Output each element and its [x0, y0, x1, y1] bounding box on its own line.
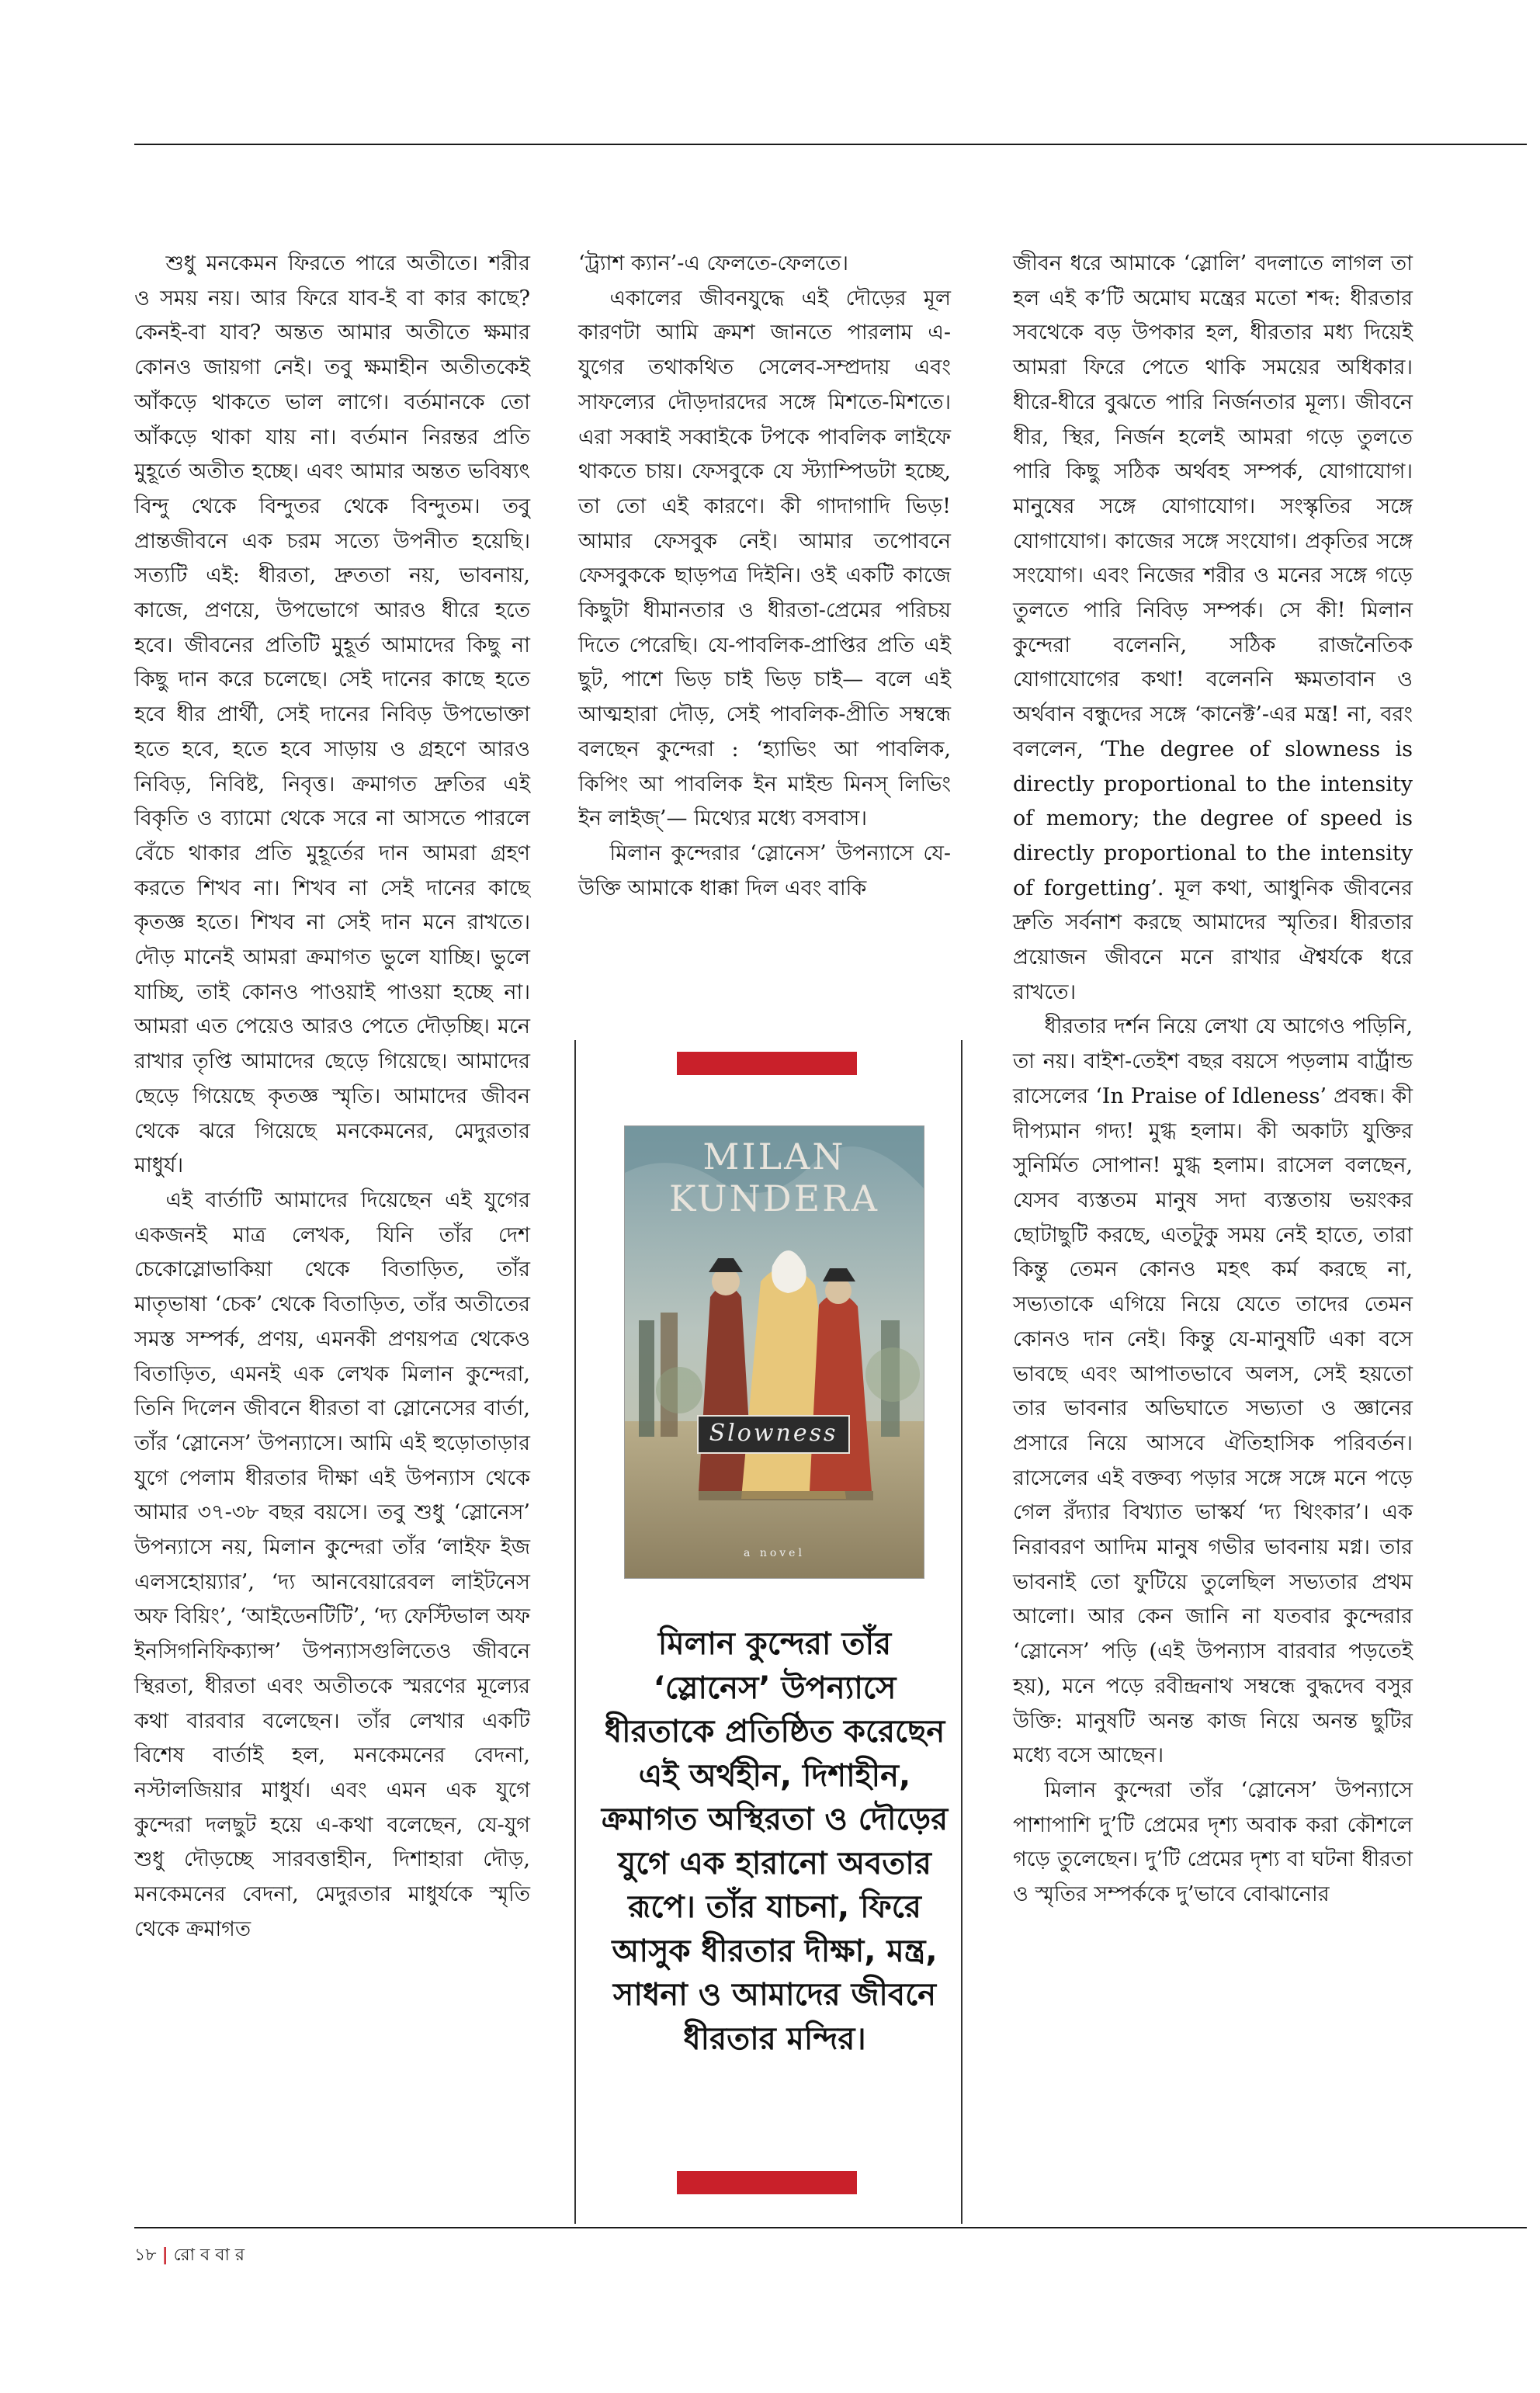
paragraph: শুধু মনকেমন ফিরতে পারে অতীতে। শরীর ও সময় নয়। আর ফিরে যাব-ই বা কার কাছে? কেনই-বা যাব? অন্তত আমার অতীতে ক্ষমার কোনও জায়গা নেই। তবু ক্ষমাহীন অতীতকেই আঁকড়ে থাকতে ভাল লাগে। বর্তমানকে তো আঁকড়ে থাকা যায় না। বর্তমান নিরন্তর প্রতি মুহূর্তে অতীত হচ্ছে। এবং আমার অন্তত ভবিষ্যৎ বিন্দু থেকে বিন্দুতর থেকে বিন্দুতম। তবু প্রান্তজীবনে এক চরম সত্যে উপনীত হয়েছি। সত্যটি এই: ধীরতা, দ্রুততা নয়, ভাবনায়, কাজে, প্রণয়ে, উপভোগে আরও ধীরে হতে হবে। জীবনের প্রতিটি মুহূর্ত আমাদের কিছু না কিছু দান করে চলেছে। সেই দানের কাছে হতে হবে ধীর প্রার্থী, সেই দানের নিবিড় উপভোক্তা হতে হবে, হতে হবে সাড়ায় ও গ্রহণে আরও নিবিড়, নিবিষ্ট, নিবৃত্ত। ক্রমাগত দ্রুতির এই বিকৃতি ও ব্যামো থেকে সরে না আসতে পারলে বেঁচে থাকার প্রতি মুহূর্তের দান আমরা গ্রহণ করতে শিখব না। শিখব না সেই দানের কাছে কৃতজ্ঞ হতে। শিখব না সেই দান মনে রাখতে। দৌড় মানেই আমরা ক্রমাগত ভুলে যাচ্ছি। ভুলে যাচ্ছি, তাই কোনও পাওয়াই পাওয়া হচ্ছে না। আমরা এত পেয়েও আরও পেতে দৌড়চ্ছি। মনে রাখার তৃপ্তি আমাদের ছেড়ে গিয়েছে। আমাদের ছেড়ে গিয়েছে কৃতজ্ঞ স্মৃতি। আমাদের জীবন থেকে ঝরে গিয়েছে মনকেমনের, মেদুরতার মাধুর্য। [134, 251, 530, 1178]
article-column-1 [134, 247, 530, 1947]
paragraph: এই বার্তাটি আমাদের দিয়েছেন এই যুগের একজনই মাত্র লেখক, যিনি তাঁর দেশ চেকোস্লোভাকিয়া থেকে বিতাড়িত, তাঁর মাতৃভাষা ‘চেক’ থেকে বিতাড়িত, তাঁর অতীতের সমস্ত সম্পর্ক, প্রণয়, এমনকী প্রণয়পত্র থেকেও বিতাড়িত, এমনই এক লেখক মিলান কুন্দেরা, তিনি দিলেন জীবনে ধীরতা বা স্লোনেসের বার্তা, তাঁর ‘স্লোনেস’ উপন্যাসে। আমি এই হুড়োতাড়ার যুগে পেলাম ধীরতার দীক্ষা এই উপন্যাস থেকে আমার ৩৭-৩৮ বছর বয়সে। তবু শুধু ‘স্লোনেস’ উপন্যাসে নয়, মিলান কুন্দেরা তাঁর ‘লাইফ ইজ এলসহোয়্যার’, ‘দ্য আনবেয়ারেবল লাইটনেস অফ বিয়িং’, ‘আইডেনটিটি’, ‘দ্য ফেস্টিভাল অফ ইনসিগনিফিক্যান্স’ উপন্যাসগুলিতেও জীবনে স্থিরতা, ধীরতা এবং অতীতকে স্মরণের মূল্যের কথা বারবার বলেছেন। তাঁর লেখার একটি বিশেষ বার্তাই হল, মনকেমনের বেদনা, নস্টালজিয়ার মাধুর্য। এবং এমন এক যুগে কুন্দেরা দলছুট হয়ে এ-কথা বলেছেন, যে-যুগ শুধু দৌড়চ্ছে সারবত্তাহীন, দিশাহারা দৌড়, মনকেমনের বেদনা, মেদুরতার মাধুর্যকে স্মৃতি থেকে ক্রমাগত [134, 1188, 530, 1941]
book-title: Slowness [697, 1415, 850, 1454]
pull-quote-top-bar [677, 1052, 857, 1075]
column-divider [574, 1040, 576, 2224]
footer-separator: | [161, 2246, 168, 2265]
bottom-rule [134, 2227, 1527, 2228]
paragraph: একালের জীবনযুদ্ধে এই দৌড়ের মূল কারণটা আমি ক্রমশ জানতে পারলাম এ-যুগের তথাকথিত সেলেব-সম্প্রদায় এবং সাফল্যের দৌড়দারদের সঙ্গে মিশতে-মিশতে। এরা সব্বাই সব্বাইকে টপকে পাবলিক লাইফে থাকতে চায়। ফেসবুকে যে স্ট্যাম্পিডটা হচ্ছে, তা তো এই কারণে। কী গাদাগাদি ভিড়! আমার ফেসবুক নেই। আমার তপোবনে ফেসবুককে ছাড়পত্র দিইনি। ওই একটি কাজে কিছুটা ধীমানতার ও ধীরতা-প্রেমের পরিচয় দিতে পেরেছি। যে-পাবলিক-প্রাপ্তির প্রতি এই ছুট, পাশে ভিড় চাই ভিড় চাই— বলে এই আত্মহারা দৌড়, সেই পাবলিক-প্রীতি সম্বন্ধে বলছেন কুন্দেরা : ‘হ্যাভিং আ পাবলিক, কিপিং আ পাবলিক ইন মাইন্ড মিনস্ লিভিং ইন লাইজ্’— মিথ্যের মধ্যে বসবাস। [578, 286, 951, 831]
book-subtitle: a novel [744, 1547, 805, 1559]
book-cover-image [624, 1125, 924, 1579]
top-rule [134, 144, 1527, 145]
column-divider [961, 1040, 962, 2224]
article-column-3 [1013, 247, 1413, 1913]
paragraph: জীবন ধরে আমাকে ‘স্লোলি’ বদলাতে লাগল তা হল এই ক’টি অমোঘ মন্ত্রের মতো শব্দ: ধীরতার সবথেকে বড় উপকার হল, ধীরতার মধ্য দিয়েই আমরা ফিরে পেতে থাকি সময়ের অধিকার। ধীরে-ধীরে বুঝতে পারি নির্জনতার মূল্য। জীবনে ধীর, স্থির, নির্জন হলেই আমরা গড়ে তুলতে পারি কিছু সঠিক অর্থবহ সম্পর্ক, যোগাযোগ। মানুষের সঙ্গে যোগাযোগ। সংস্কৃতির সঙ্গে যোগাযোগ। কাজের সঙ্গে সংযোগ। প্রকৃতির সঙ্গে সংযোগ। এবং নিজের শরীর ও মনের সঙ্গে গড়ে তুলতে পারি নিবিড় সম্পর্ক। সে কী! মিলান কুন্দেরা বলেননি, সঠিক রাজনৈতিক যোগাযোগের কথা! বলেননি ক্ষমতাবান ও অর্থবান বন্ধুদের সঙ্গে ‘কানেক্ট’-এর মন্ত্র! না, বরং বললেন, ‘The degree of slowness is directly proportional to the intensity of memory; the degree of speed is directly proportional to the intensity of forgetting’. মূল কথা, আধুনিক জীবনের দ্রুতি সর্বনাশ করছে আমাদের স্মৃতির। ধীরতার প্রয়োজন জীবনে মনে রাখার ঐশ্বর্যকে ধরে রাখতে। [1013, 251, 1413, 1004]
paragraph: ‘ট্র্যাশ ক্যান’-এ ফেলতে-ফেলতে। [578, 251, 849, 276]
paragraph: মিলান কুন্দেরার ‘স্লোনেস’ উপন্যাসে যে-উক্তি আমাকে ধাক্কা দিল এবং বাকি [578, 841, 951, 900]
paragraph: ধীরতার দর্শন নিয়ে লেখা যে আগেও পড়িনি, তা নয়। বাইশ-তেইশ বছর বয়সে পড়লাম বার্ট্রান্ড রাসেলের ‘In Praise of Idleness’ প্রবন্ধ। কী দীপ্যমান গদ্য! মুগ্ধ হলাম। কী অকাট্য যুক্তির সুনির্মিত সোপান! মুগ্ধ হলাম। রাসেল বলছেন, যেসব ব্যস্ততম মানুষ সদা ব্যস্ততায় ভয়ংকর ছোটাছুটি করছে, এতটুকু সময় নেই হাতে, তারা কিন্তু তেমন কোনও মহৎ কর্ম করছে না, সভ্যতাকে এগিয়ে নিয়ে যেতে তাদের তেমন কোনও দান নেই। কিন্তু যে-মানুষটি একা বসে ভাবছে এবং আপাতভাবে অলস, সেই হয়তো তার ভাবনার অভিঘাতে সভ্যতা ও জ্ঞানের প্রসারে নিয়ে আসবে ঐতিহাসিক পরিবর্তন। রাসেলের এই বক্তব্য পড়ার সঙ্গে সঙ্গে মনে পড়ে গেল রঁদ্যার বিখ্যাত ভাস্কর্য ‘দ্য থিংকার’। এক নিরাবরণ আদিম মানুষ গভীর ভাবনায় মগ্ন। তার ভাবনাই তো ফুটিয়ে তুলেছিল সভ্যতার প্রথম আলো। আর কেন জানি না যতবার কুন্দেরার ‘স্লোনেস’ পড়ি (এই উপন্যাস বারবার পড়তেই হয়), মনে পড়ে রবীন্দ্রনাথ সম্বন্ধে বুদ্ধদেব বসুর উক্তি: মানুষটি অনন্ত কাজ নিয়ে অনন্ত ছুটির মধ্যে বসে আছেন। [1013, 1014, 1413, 1768]
magazine-name: রো ব বা র [173, 2246, 245, 2265]
pull-quote-bottom-bar [677, 2171, 857, 2194]
paragraph: মিলান কুন্দেরা তাঁর ‘স্লোনেস’ উপন্যাসে পাশাপাশি দু’টি প্রেমের দৃশ্য অবাক করা কৌশলে গড়ে তুলেছেন। দু’টি প্রেমের দৃশ্য বা ঘটনা ধীরতা ও স্মৃতির সম্পর্ককে দু’ভাবে বোঝানোর [1013, 1777, 1413, 1907]
pull-quote: মিলান কুন্দেরা তাঁর ‘স্লোনেস’ উপন্যাসে ধীরতাকে প্রতিষ্ঠিত করেছেন এই অর্থহীন, দিশাহীন, ক্রমাগত অস্থিরতা ও দৌড়ের যুগে এক হারানো অবতার রূপে। তাঁর যাচনা, ফিরে আসুক ধীরতার দীক্ষা, মন্ত্র, সাধনা ও আমাদের জীবনে ধীরতার মন্দির। [601, 1626, 949, 2057]
page-number: ১৮ [134, 2246, 157, 2265]
book-author: MILAN KUNDERA [668, 1136, 880, 1219]
article-column-2 [578, 247, 951, 906]
page-footer [134, 2242, 245, 2270]
